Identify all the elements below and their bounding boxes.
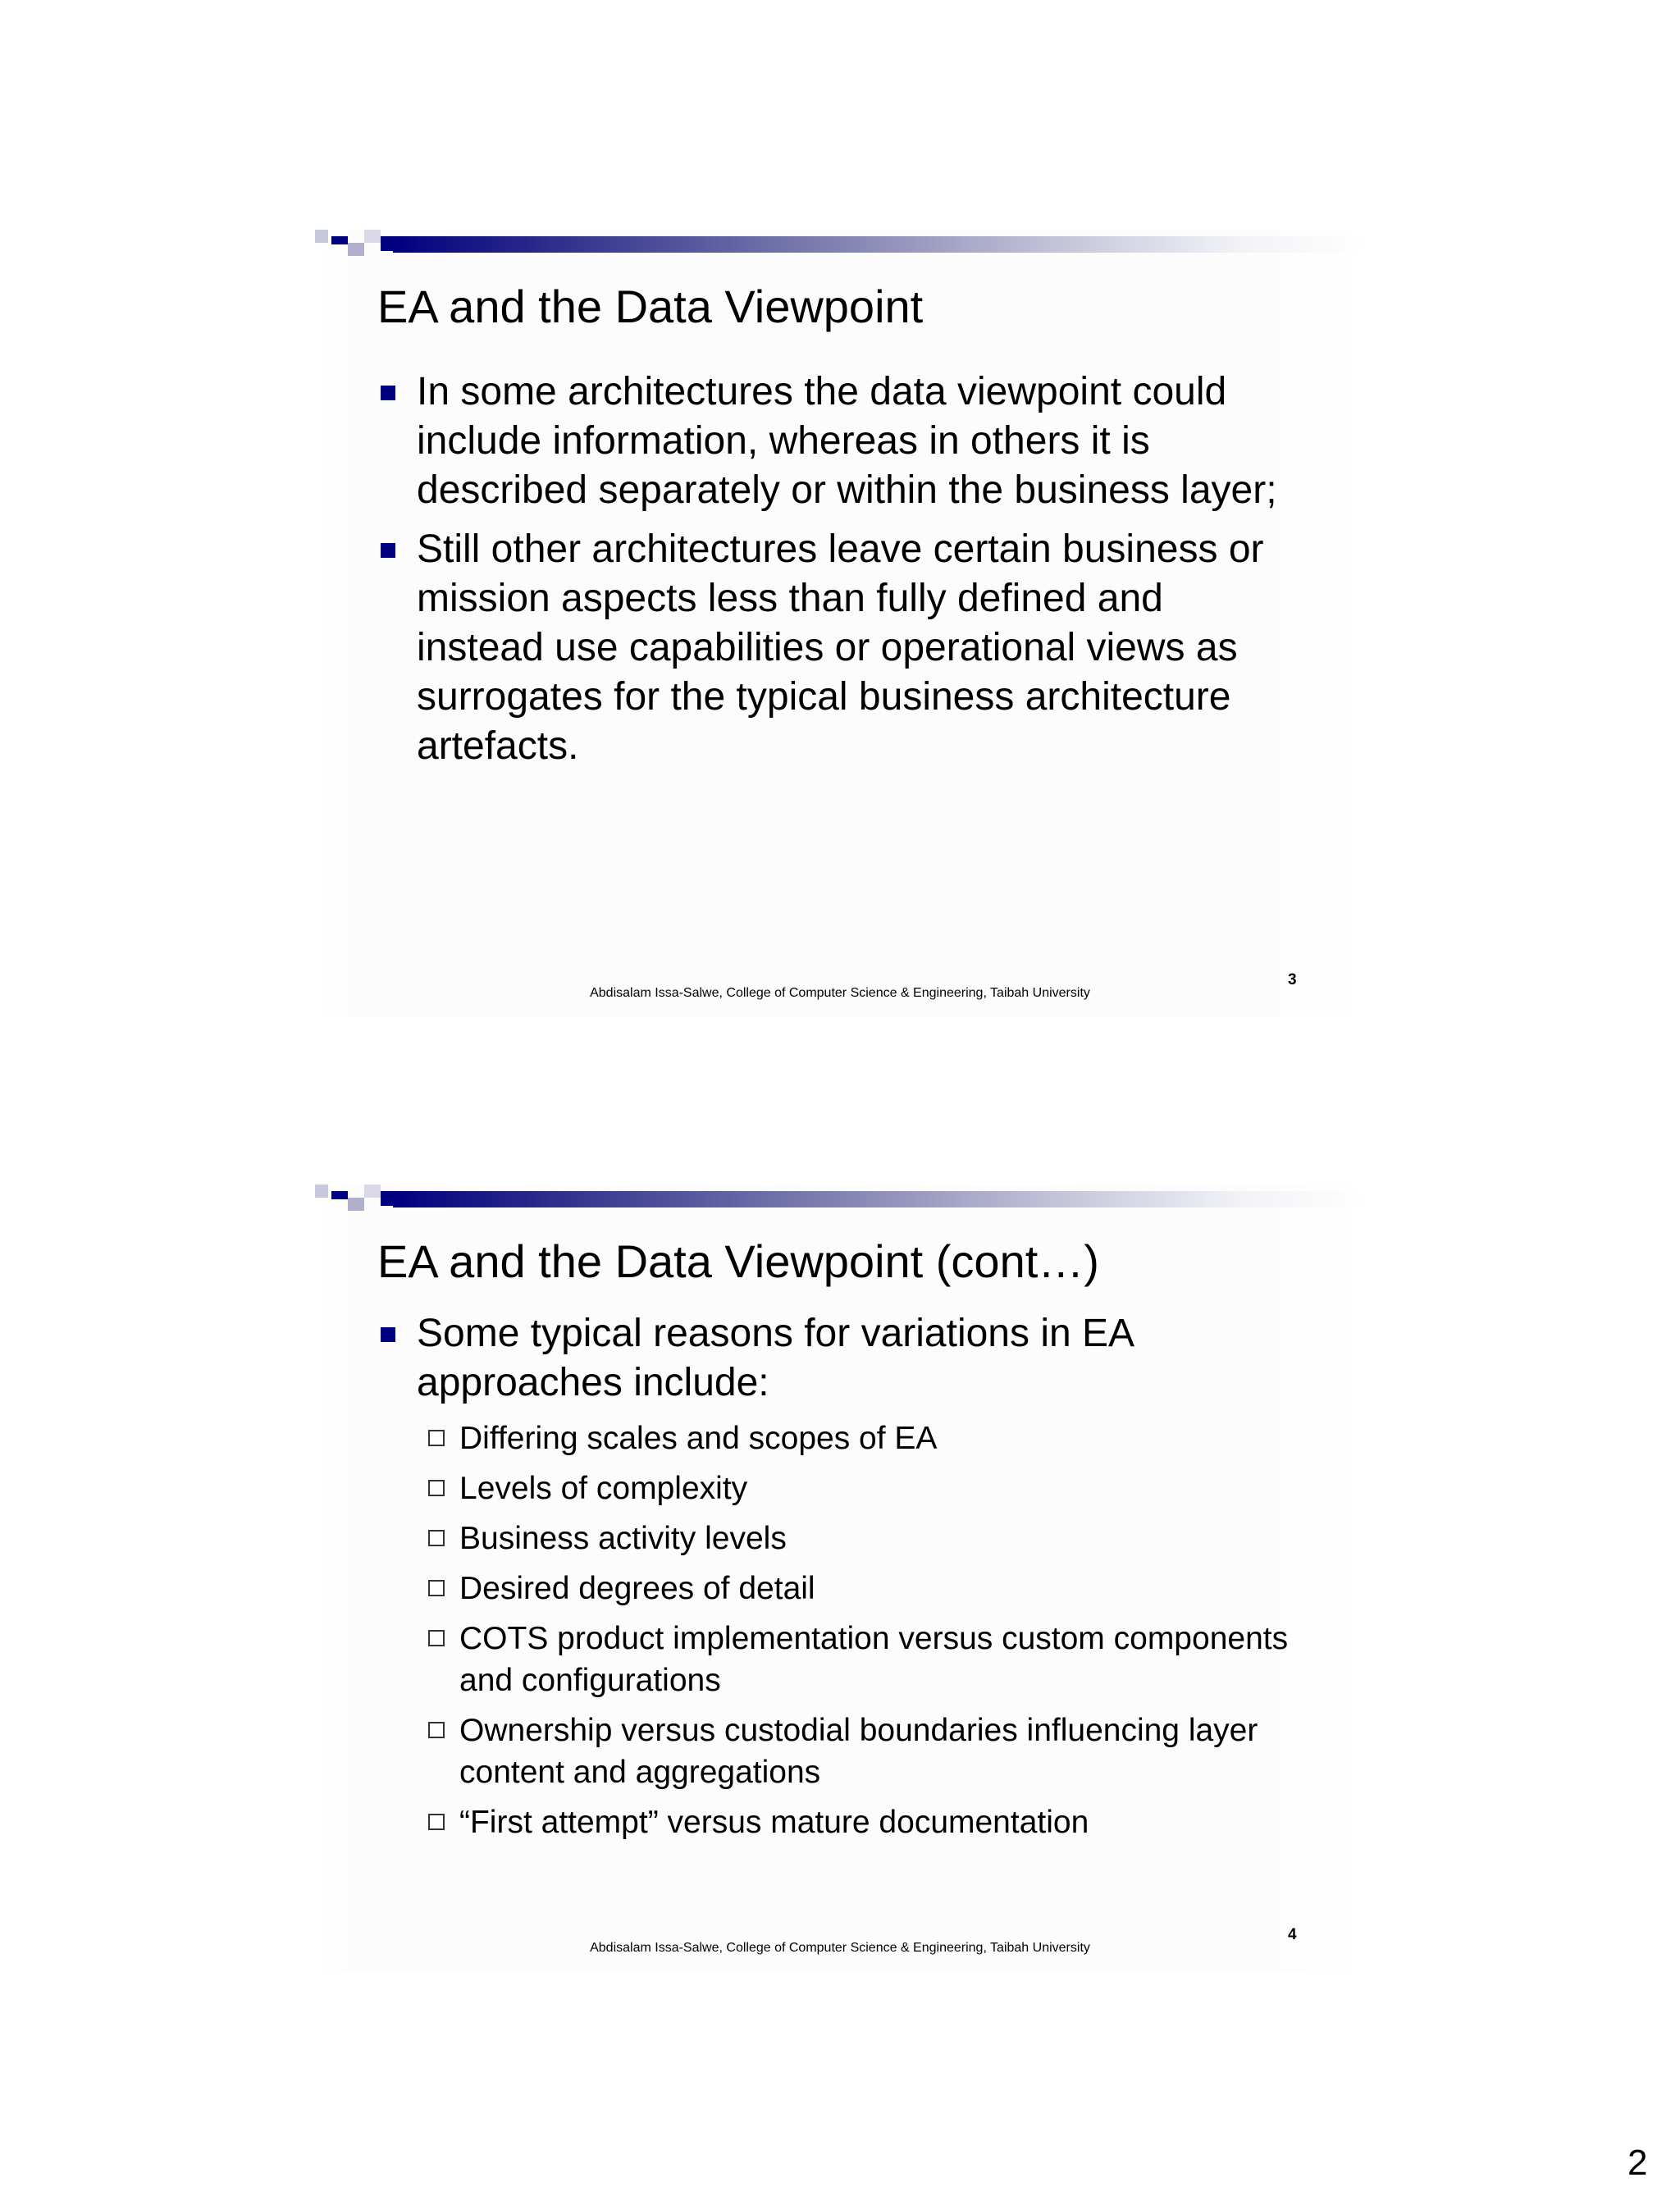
sub-list-item: Ownership versus custodial boundaries influencing layer content and aggregations [427, 1710, 1296, 1793]
slide-footer: Abdisalam Issa-Salwe, College of Computer Science & Engineering, Taibah University [590, 1941, 1090, 1955]
sub-list-item: Differing scales and scopes of EA [427, 1418, 1296, 1459]
slide-number: 4 [1288, 1926, 1297, 1943]
slide-header-decoration [315, 230, 1365, 266]
slide-header-decoration [315, 1185, 1365, 1221]
list-item: In some architectures the data viewpoint could include information, whereas in others it is described separately or within the business layer; [377, 368, 1296, 515]
sub-list-item: “First attempt” versus mature documentation [427, 1801, 1296, 1843]
hollow-square-bullet-icon [428, 1722, 445, 1738]
slide-title: EA and the Data Viewpoint [377, 281, 924, 332]
square-bullet-icon [381, 1327, 395, 1342]
slide-3 [315, 230, 1365, 1017]
page-number: 2 [1628, 2143, 1648, 2183]
sub-list-item: Desired degrees of detail [427, 1568, 1296, 1609]
bullet-list [377, 1309, 1296, 1851]
sub-list-item: Levels of complexity [427, 1468, 1296, 1509]
slide-number: 3 [1288, 971, 1297, 988]
sub-bullet-list [427, 1418, 1296, 1843]
hollow-square-bullet-icon [428, 1814, 445, 1830]
list-item: Some typical reasons for variations in EA approaches include: [377, 1309, 1296, 1408]
sub-list-item: COTS product implementation versus custom components and configurations [427, 1618, 1296, 1701]
hollow-square-bullet-icon [428, 1430, 445, 1446]
list-item: Still other architectures leave certain business or mission aspects less than fully defined and instead use capabilities or operational views as surrogates for the typical business architecture artefacts. [377, 525, 1296, 771]
square-bullet-icon [381, 386, 395, 400]
hollow-square-bullet-icon [428, 1530, 445, 1546]
square-bullet-icon [381, 543, 395, 558]
hollow-square-bullet-icon [428, 1480, 445, 1496]
slide-footer: Abdisalam Issa-Salwe, College of Computer Science & Engineering, Taibah University [590, 986, 1090, 1000]
sub-list-item: Business activity levels [427, 1518, 1296, 1559]
slide-title: EA and the Data Viewpoint (cont…) [377, 1235, 1099, 1287]
hollow-square-bullet-icon [428, 1630, 445, 1646]
slide-4 [315, 1185, 1365, 1972]
bullet-list [377, 368, 1296, 781]
hollow-square-bullet-icon [428, 1580, 445, 1596]
